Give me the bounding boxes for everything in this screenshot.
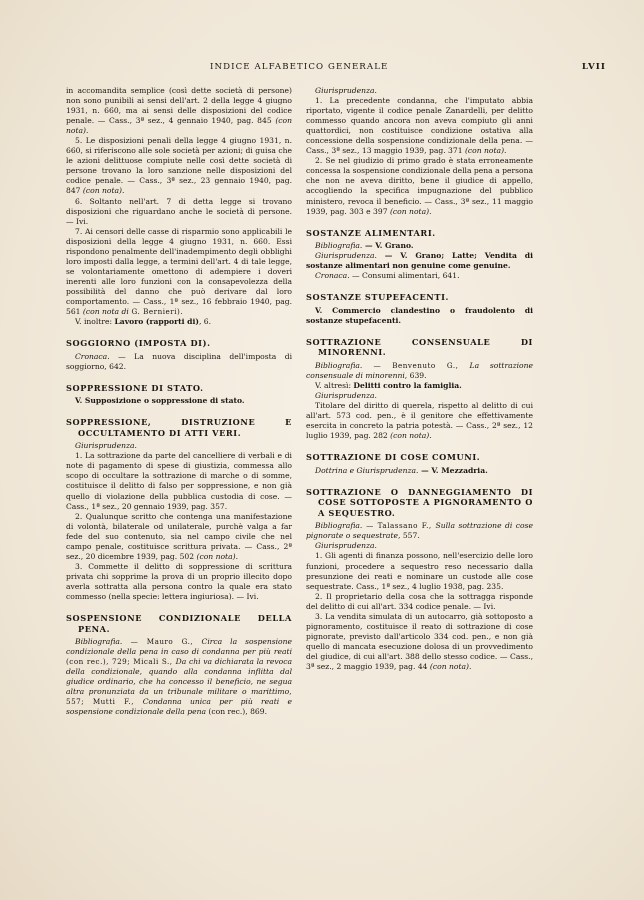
entry-heading: SOTTRAZIONE O DANNEGGIAMENTO DI COSE SOTTOPOSTE A PIGNORAMENTO O A SEQUESTRO.: [306, 486, 533, 518]
entry-heading: SOSPENSIONE CONDIZIONALE DELLA PENA.: [66, 613, 292, 634]
paragraph: [306, 361, 533, 381]
note: (con nota).: [389, 206, 432, 216]
paragraph: [306, 612, 533, 672]
paragraph: [306, 466, 533, 476]
text: Titolare del diritto di querela, rispetto al delitto di cui all'art. 573 cod. pen., è il genitore che effettivamente esercita in concreto la patria potestà. — Cass., 2ª sez., 12 luglio 1939, pag. 282: [306, 401, 533, 441]
section-label: Giurisprudenza.: [75, 441, 137, 451]
section-label: Giurisprudenza.: [315, 86, 377, 95]
text: 1. La precedente condanna, che l'imputato abbia riportato, vigente il codice penale Zanardelli, per delitto commesso quando ancora non aveva compiuto gli anni quattordici, non costituisce condizione ostativa alla concessione della sospensione condizionale della pena. — Cass., 3ª sez., 13 maggio 1939, pag. 371: [306, 96, 533, 156]
text: in accomandita semplice (così dette società di persone) non sono punibili ai sensi dell'art. 2 della legge 4 giugno 1931, n. 660, ma ai sensi delle disposizioni del codice penale. — Cass., 3ª sez., 4 gennaio 1940, pag. 845: [66, 86, 292, 126]
work-title: Sulla sottrazione di cose pignorate o sequestrate: [306, 521, 534, 541]
cross-reference: V. Supposizione o soppressione di stato.: [75, 396, 245, 406]
section-label: Giurisprudenza.: [315, 541, 377, 551]
text: 2. Qualunque scritto che contenga una manifestazione di volontà, bilaterale od unilaterale, purchè valga a far fede del suo contenuto, sia nel campo civile che nel campo penale, costituisce scrittura privata. — Cass., 2ª sez., 20 dicembre 1939, pag. 502: [66, 511, 292, 561]
paragraph: [66, 352, 292, 372]
author: — Talassano F.,: [362, 521, 436, 531]
label: Bibliografia.: [75, 637, 123, 647]
paragraph: [306, 521, 533, 541]
text: 5. Le disposizioni penali della legge 4 giugno 1931, n. 660, si riferiscono alle sole società per azioni; di guisa che le azioni delittuose compiute nelle così dette società di persone trovano la loro sanzione nelle disposizioni del codice penale. — Cass., 3ª sez., 23 gennaio 1940, pag. 847: [66, 136, 292, 196]
text: (con rec.), 869.: [206, 707, 267, 717]
paragraph: [306, 156, 533, 216]
author: , 557; Mutti F.,: [66, 687, 292, 707]
label: Giurisprudenza.: [315, 251, 377, 261]
label: Bibliografia.: [315, 241, 363, 251]
see-also: [66, 317, 292, 327]
work-title: La sottrazione consensuale di minorenni: [306, 360, 533, 380]
note: (con nota).: [429, 661, 472, 671]
note: (con nota).: [82, 186, 125, 196]
see-also: [306, 381, 533, 391]
header-title: INDICE ALFABETICO GENERALE: [210, 62, 389, 72]
note: (con nota).: [464, 146, 507, 156]
cross-reference: — V. Grano.: [362, 241, 414, 251]
label: Cronaca.: [315, 271, 350, 281]
work-title: Condanna unica per più reati e sospensione condizionale della pena: [66, 697, 292, 717]
note: (con nota).: [390, 431, 432, 441]
cross-reference: Lavoro (rapporti di): [114, 317, 199, 327]
paragraph: 1. Gli agenti di finanza possono, nell'esercizio delle loro funzioni, procedere a sequestro reso necessario dalla presunzione dei reati e nominare un custode alle cose sequestrate. Cass., 1ª sez., 4 luglio 1938, pag. 235.: [306, 551, 533, 591]
note: (con nota).: [196, 551, 238, 561]
paragraph: [306, 96, 533, 156]
text: , 6.: [198, 317, 212, 327]
paragraph: [306, 271, 533, 281]
cross-reference: Delitti contro la famiglia.: [353, 380, 462, 390]
paragraph: [306, 251, 533, 271]
paragraph: [66, 637, 292, 717]
label: Bibliografia.: [315, 521, 363, 531]
paragraph: [66, 227, 292, 317]
paragraph: [66, 86, 292, 136]
text: — La nuova disciplina dell'imposta di soggiorno, 642.: [66, 351, 292, 371]
left-column: [66, 86, 292, 717]
entry-heading: SOSTANZE ALIMENTARI.: [306, 227, 436, 238]
entry-heading: SOTTRAZIONE CONSENSUALE DI MINORENNI.: [306, 336, 533, 358]
paragraph: [66, 512, 292, 562]
paragraph: 2. Il proprietario della cosa che la sottragga risponde del delitto di cui all'art. 334 codice penale. — Ivi.: [306, 591, 533, 611]
entry-heading: SOPPRESSIONE, DISTRUZIONE E OCCULTAMENTO DI ATTI VERI.: [66, 417, 292, 438]
work-title: Da chi va dichiarata la revoca della condizionale, quando alla condanna inflitta dal giudice ordinario, che ha concesso il beneficio, ne segua altra pronunziata da un tribunale militare o marittimo: [66, 657, 292, 697]
author: — Benvenuto G.,: [362, 360, 470, 370]
cross-reference: — V. Grano; Latte; Vendita di sostanze alimentari non genuine come genuine.: [306, 251, 533, 271]
paragraph: [306, 241, 533, 251]
cross-reference: V. Commercio clandestino o fraudolento di sostanze stupefacenti.: [306, 305, 533, 325]
text: 2. Se nel giudizio di primo grado è stata erroneamente concessa la sospensione condizionale della pena a persona che non ne aveva diritto, bene il giudice di appello, accogliendo la specifica impugnazione del pubblico ministero, revoca il beneficio. — Cass., 3ª sez., 11 maggio 1939, pag. 303 e 397: [306, 156, 533, 216]
cross-reference: — V. Mezzadria.: [418, 465, 488, 475]
entry-heading: SOPPRESSIONE DI STATO.: [66, 382, 204, 393]
paragraph: [66, 136, 292, 196]
note: (con nota).: [66, 116, 292, 136]
text: 3. La vendita simulata di un autocarro, già sottoposto a pignoramento, costituisce il reato di sottrazione di cose pignorate, previsto dall'articolo 334 cod. pen., e non già quello di mancata esecuzione dolosa di un provvedimento del giudice, di cui all'art. 388 dello stesso codice. — Cass., 3ª sez., 2 maggio 1939, pag. 44: [306, 611, 533, 671]
running-header: [60, 62, 606, 76]
text: , 639.: [404, 370, 427, 380]
text: — Consumi alimentari, 641.: [349, 271, 460, 281]
author: G. Bernieri).: [128, 307, 184, 317]
paragraph: 1. La sottrazione da parte del cancelliere di verbali e di note di pagamento di spese di giustizia, commessa allo scopo di occultare la sottrazione di marche o di somme, costituisce il delitto di falso per soppressione, e non già quello di violazione della pubblica custodia di cose. — Cass., 1ª sez., 20 gennaio 1939, pag. 357.: [66, 451, 292, 511]
text: V. altresì:: [315, 380, 354, 390]
right-column: [306, 86, 533, 672]
author: — Mauro G.,: [122, 637, 202, 647]
entry-heading: SOTTRAZIONE DI COSE COMUNI.: [306, 452, 481, 463]
paragraph: 6. Soltanto nell'art. 7 di detta legge si trovano disposizioni che riguardano anche le società di persone. — Ivi.: [66, 196, 292, 226]
section-label: Giurisprudenza.: [315, 391, 377, 401]
paragraph: 3. Commette il delitto di soppressione di scrittura privata chi sopprime la prova di un proprio illecito dopo averla sottratta alla persona contro la quale era stato commesso (nella specie: lettera ingiuriosa). — Ivi.: [66, 561, 292, 601]
label: Dottrina e Giurisprudenza.: [315, 465, 419, 475]
entry-heading: SOSTANZE STUPEFACENTI.: [306, 292, 449, 303]
label: Bibliografia.: [315, 360, 363, 370]
page-number: LVII: [581, 62, 606, 72]
label: Cronaca.: [75, 351, 110, 361]
text: , 557.: [398, 531, 420, 541]
text: V. inoltre:: [75, 317, 115, 327]
note: (con nota di: [82, 307, 129, 317]
author: (con rec.), 729; Micali S.,: [66, 657, 176, 667]
entry-heading: SOGGIORNO (IMPOSTA DI).: [66, 338, 211, 349]
paragraph: [306, 401, 533, 441]
text: 7. Ai censori delle casse di risparmio sono applicabili le disposizioni della legge 4 giugno 1931, n. 660. Essi rispondono penalmente dell'inadempimento degli obblighi loro imposti dalla legge, a termini dell'art. 4 di tale legge, se volontariamente omettono di adempiere i doveri inerenti alle loro funzioni con la consapevolezza della possibilità del danno che può derivare dal loro comportamento. — Cass., 1ª sez., 16 febbraio 1940, pag. 561: [66, 226, 292, 317]
work-title: Circa la sospensione condizionale della pena in caso di condanna per più reati: [66, 637, 292, 657]
